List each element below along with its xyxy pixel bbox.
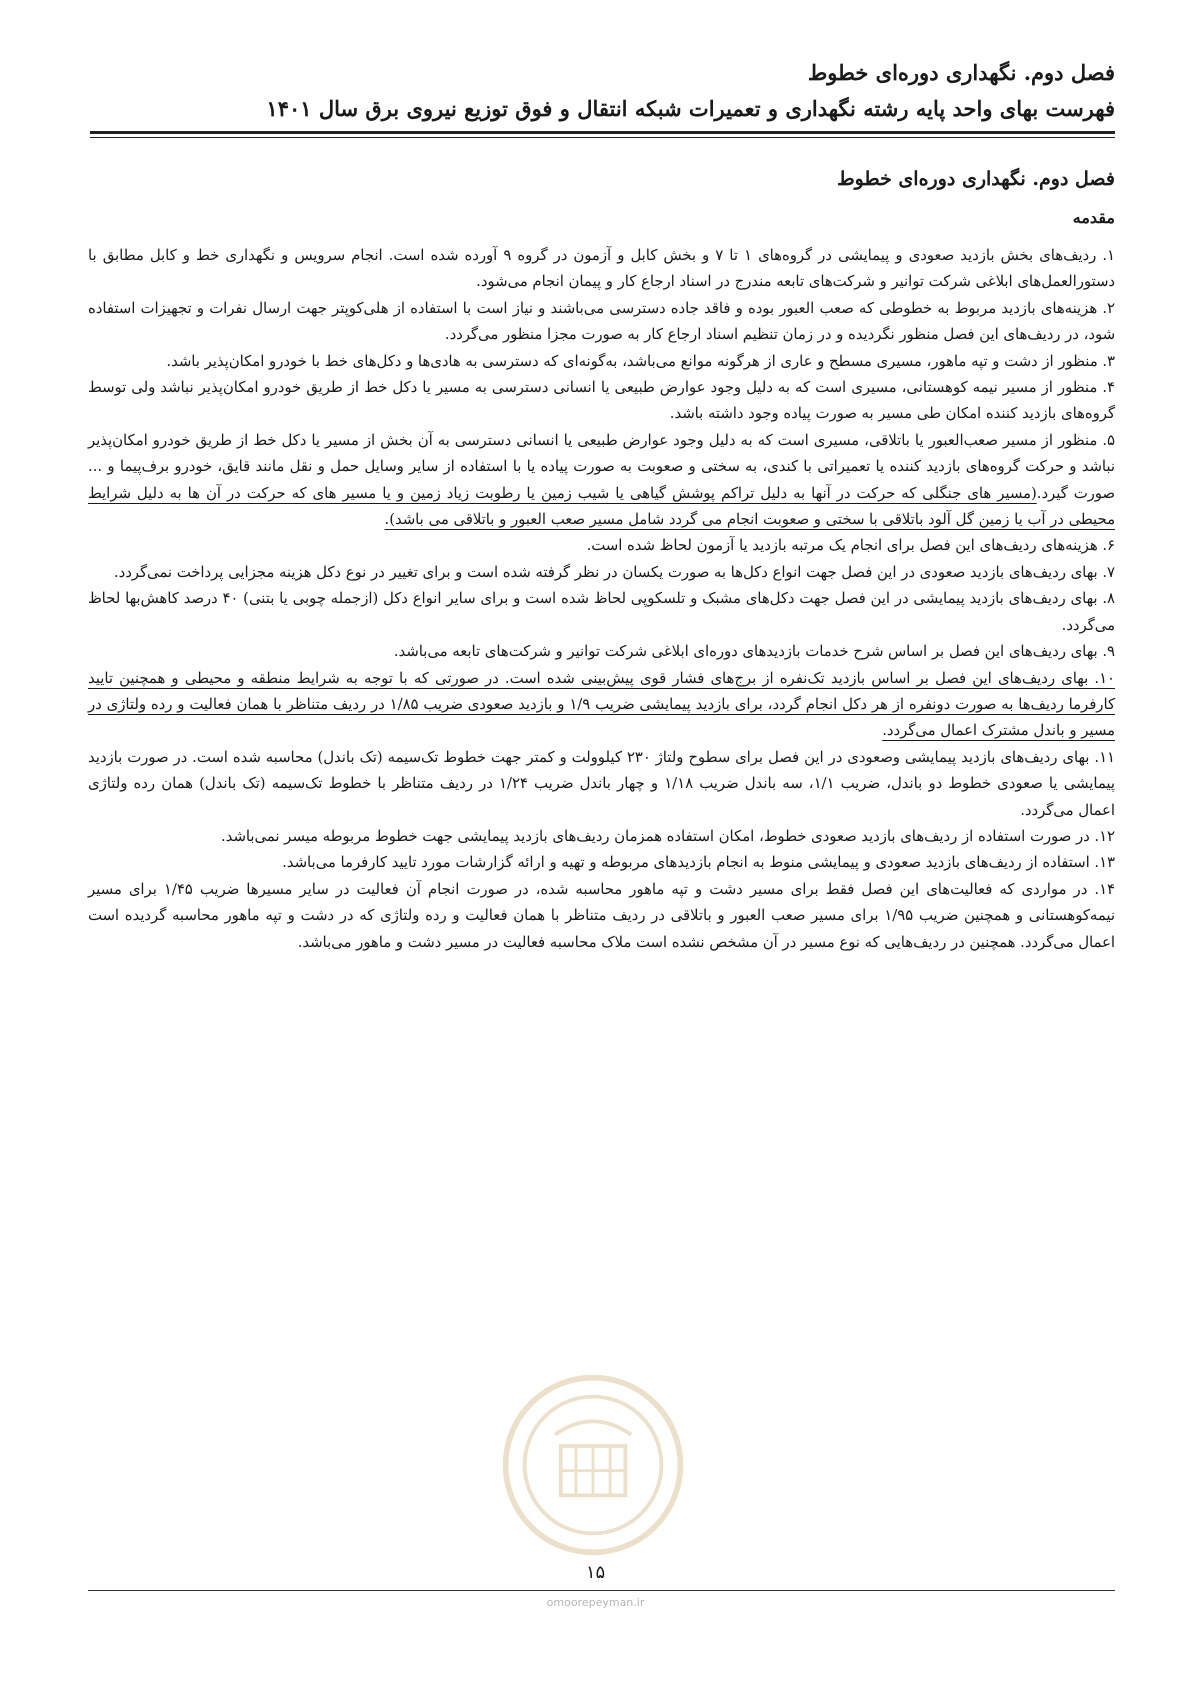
paragraph-3: ۳. منظور از دشت و تپه ماهور، مسیری مسطح و عاری از هرگونه موانع می‌باشد، به‌گونه‌ای که دسترسی به هادی‌ها و دکل‌های خط با خودرو امکان‌پذیر باشد.: [166, 352, 1115, 370]
paragraph-2: ۲. هزینه‌های بازدید مربوط به خطوطی که صعب العبور بوده و فاقد جاده دسترسی می‌باشند و نیاز است با استفاده از هلی‌کوپتر جهت ارسال نفرات و تجهیزات استفاده شود، در ردیف‌های این فصل منظور نگردیده و در زمان تنظیم اسناد ارجاع کار به صورت مجزا منظور می‌گردد.: [88, 299, 1115, 344]
paragraph-9: ۹. بهای ردیف‌های این فصل بر اساس شرح خدمات بازدیدهای دوره‌ای ابلاغی شرکت توانیر و شرکت‌های تابعه می‌باشد.: [393, 643, 1115, 661]
paragraph-10: [88, 666, 1115, 745]
intro-heading: مقدمه: [1072, 208, 1115, 227]
paragraph-5-underlined: (مسیر های جنگلی که حرکت در آنها به دلیل تراکم پوشش گیاهی یا شیب زمین یا رطوبت زیاد زمین و یا مسیر های که حرکت در آن ها به دلیل شرایط محیطی در آب یا زمین گل آلود باتلاقی با سختی و صعوبت انجام می گردد شامل مسیر صعب العبور و باتلاقی می باشد).: [88, 484, 1115, 529]
watermark-site-url: omoorepeyman.ir: [546, 1596, 645, 1609]
document-body: [88, 243, 1115, 956]
paragraph-4: ۴. منظور از مسیر نیمه کوهستانی، مسیری است که به دلیل وجود عوارض طبیعی یا انسانی دسترسی به مسیر یا دکل خط از طریق خودرو امکان‌پذیر نباشد ولی توسط گروه‌های بازدید کننده امکان طی مسیر به صورت پیاده وجود داشته باشد.: [88, 379, 1115, 423]
running-header-chapter: فصل دوم. نگهداری دوره‌ای خطوط: [807, 60, 1115, 85]
footer-rule: [88, 1590, 1115, 1591]
paragraph-8: ۸. بهای ردیف‌های بازدید پیمایشی در این فصل جهت دکل‌های مشبک و تلسکوپی لحاظ شده است و برای سایر انواع دکل (ازجمله چوبی یا بتنی) ۴۰ درصد کاهش‌بها لحاظ می‌گردد.: [88, 590, 1115, 634]
chapter-title: فصل دوم. نگهداری دوره‌ای خطوط: [837, 168, 1115, 190]
paragraph-13: ۱۳. استفاده از ردیف‌های بازدید صعودی و پیمایشی منوط به انجام بازدیدهای مربوطه و تهیه و ارائه گزارشات مورد تایید کارفرما می‌باشد.: [282, 854, 1115, 872]
paragraph-1: ۱. ردیف‌های بخش بازدید صعودی و پیمایشی در گروه‌های ۱ تا ۷ و بخش کابل و آزمون در گروه ۹ آورده شده است. انجام سرویس و نگهداری خط و کابل مطابق با دستورالعمل‌های ابلاغی شرکت توانیر و شرکت‌های تابعه مندرج در اسناد ارجاع کار و پیمان انجام می‌شود.: [88, 247, 1115, 291]
watermark-seal-icon: [498, 1370, 688, 1560]
paragraph-5: [88, 428, 1115, 534]
paragraph-12: ۱۲. در صورت استفاده از ردیف‌های بازدید صعودی خطوط، امکان استفاده همزمان ردیف‌های بازدید پیمایشی جهت خطوط مربوطه میسر نمی‌باشد.: [220, 827, 1115, 845]
paragraph-10-underlined: ۱۰. بهای ردیف‌های این فصل بر اساس بازدید تک‌نفره از برج‌های فشار قوی پیش‌بینی شده است. در صورتی که با توجه به شرایط منطقه و محیطی و همچنین تایید کارفرما ردیف‌ها به صورت دونفره از هر دکل انجام گردد، برای بازدید پیمایشی ضریب ۱/۹ و بازدید صعودی ضریب ۱/۸۵ در ردیف متناظر با همان فعالیت و رده ولتاژی در مسیر و باندل مشترک اعمال می‌گردد.: [88, 669, 1115, 740]
header-rule-thin: [90, 137, 1115, 138]
paragraph-5-text: ۵. منظور از مسیر صعب‌العبور یا باتلاقی، مسیری است که به دلیل وجود عوارض طبیعی یا انسانی دسترسی به آن بخش از مسیر یا دکل خط از طریق خودرو امکان‌پذیر نباشد و حرکت گروه‌های بازدید کننده یا تعمیراتی با کندی، به سختی و صعوبت به صورت پیاده یا با استفاده از سایر وسایل حمل و نقل مانند قایق، خودرو برف‌پیما و ... صورت گیرد.: [88, 431, 1115, 502]
paragraph-6: ۶. هزینه‌های ردیف‌های این فصل برای انجام یک مرتبه بازدید یا آزمون لحاظ شده است.: [586, 537, 1115, 555]
paragraph-7: ۷. بهای ردیف‌های بازدید صعودی در این فصل جهت انواع دکل‌ها به صورت یکسان در نظر گرفته شده است و برای تغییر در نوع دکل هزینه مجزایی پرداخت نمی‌گردد.: [113, 563, 1115, 581]
page-number: ۱۵: [585, 1562, 606, 1583]
paragraph-11: ۱۱. بهای ردیف‌های بازدید پیمایشی وصعودی در این فصل برای سطوح ولتاژ ۲۳۰ کیلوولت و کمتر جهت خطوط تک‌سیمه (تک باندل) محاسبه شده است. در صورت بازدید پیمایشی یا صعودی خطوط دو باندل، ضریب ۱/۱، سه باندل ضریب ۱/۱۸ و چهار باندل ضریب ۱/۲۴ در ردیف متناظر با خطوط تک‌سیمه (تک باندل) همان رده ولتاژی اعمال می‌گردد.: [88, 748, 1115, 819]
paragraph-14: ۱۴. در مواردی که فعالیت‌های این فصل فقط برای مسیر دشت و تپه ماهور محاسبه شده، در صورت انجام آن فعالیت در سایر مسیرها ضریب ۱/۴۵ برای مسیر نیمه‌کوهستانی و همچنین ضریب ۱/۹۵ برای مسیر صعب العبور و باتلاقی در ردیف متناظر با همان فعالیت و رده ولتاژی که در دشت و تپه ماهور محاسبه گردیده است اعمال می‌گردد. همچنین در ردیف‌هایی که نوع مسیر در آن مشخص نشده است ملاک محاسبه فعالیت در مسیر دشت و ماهور می‌باشد.: [88, 880, 1115, 951]
header-rule-thick: [90, 131, 1115, 134]
running-header-title: فهرست بهای واحد پایه رشته نگهداری و تعمیرات شبکه انتقال و فوق توزیع نیروی برق سال ۱۴۰۱: [266, 96, 1115, 121]
